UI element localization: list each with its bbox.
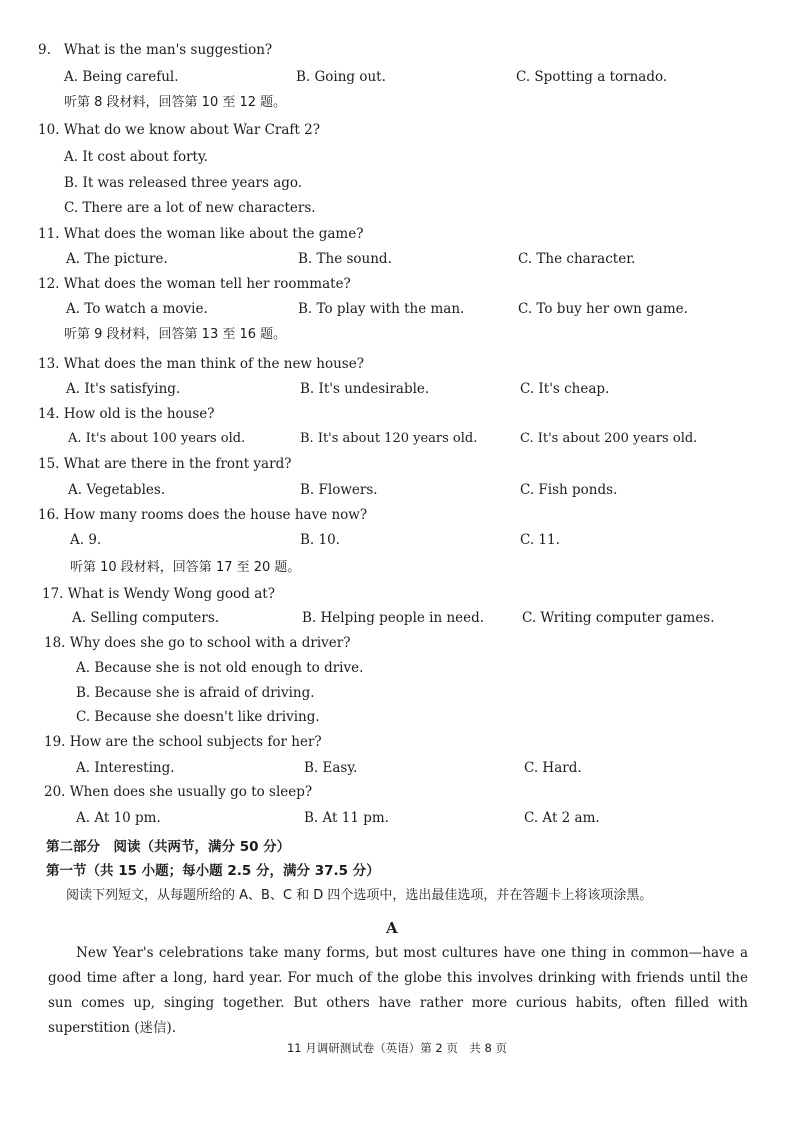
part-heading: 第二部分 阅读（共两节，满分 50 分） [46,839,291,855]
question-text: What does the woman like about the game? [63,226,364,242]
question-18 [44,634,350,652]
option-b: B. 10. [300,532,340,548]
question-11 [38,225,363,243]
question-16 [38,506,367,524]
option-a: A. To watch a movie. [66,301,208,317]
question-text: What is Wendy Wong good at? [67,586,275,602]
question-number: 17. [42,586,64,602]
section-instruction: 听第 9 段材料，回答第 13 至 16 题。 [64,327,287,342]
option-c: C. Spotting a tornado. [516,69,668,85]
option-a: A. Because she is not old enough to drive. [76,660,364,676]
option-a: A. Being careful. [64,69,179,85]
option-b: B. At 11 pm. [304,810,389,826]
question-number: 19. [44,734,66,750]
question-text: Why does she go to school with a driver? [69,635,351,651]
option-a: A. At 10 pm. [76,810,161,826]
question-text: What does the woman tell her roommate? [63,276,351,292]
question-number: 9. [38,42,51,58]
option-a: A. The picture. [66,251,168,267]
question-19 [44,733,322,751]
question-number: 18. [44,635,66,651]
option-c: C. It's about 200 years old. [520,431,698,446]
question-number: 10. [38,122,60,138]
question-text: What do we know about War Craft 2? [63,122,320,138]
section-instruction: 听第 8 段材料，回答第 10 至 12 题。 [64,95,287,110]
question-text: What is the man's suggestion? [63,42,273,58]
option-c: C. Writing computer games. [522,610,715,626]
reading-instruction: 阅读下列短文，从每题所给的 A、B、C 和 D 四个选项中，选出最佳选项，并在答题卡上将该项涂黑。 [66,888,653,903]
option-c: C. To buy her own game. [518,301,688,317]
option-b: B. It's undesirable. [300,381,430,397]
section-heading: 第一节（共 15 小题；每小题 2.5 分，满分 37.5 分） [46,863,380,879]
option-c: C. At 2 am. [524,810,600,826]
option-a: A. 9. [70,532,102,548]
question-text: When does she usually go to sleep? [69,784,313,800]
question-text: How are the school subjects for her? [69,734,322,750]
question-number: 13. [38,356,60,372]
question-12 [38,275,351,293]
option-b: B. Because she is afraid of driving. [76,685,315,701]
question-number: 20. [44,784,66,800]
option-c: C. It's cheap. [520,381,610,397]
option-b: B. Helping people in need. [302,610,485,626]
question-number: 16. [38,507,60,523]
option-b: B. It was released three years ago. [64,175,303,191]
option-c: C. The character. [518,251,636,267]
option-c: C. Because she doesn't like driving. [76,709,320,725]
option-b: B. Easy. [304,760,358,776]
passage-paragraph: New Year's celebrations take many forms, but most cultures have one thing in common—have a good time after a long, hard year. For much of the globe this involves drinking with friends until the sun comes up, singing together. But others have rather more curious habits, often filled with superstition (迷信). [48,945,748,1036]
option-c: C. There are a lot of new characters. [64,200,316,216]
option-b: B. The sound. [298,251,392,267]
question-text: How many rooms does the house have now? [63,507,368,523]
question-text: What does the man think of the new house? [63,356,364,372]
question-number: 15. [38,456,60,472]
question-9 [38,41,272,59]
option-a: A. It's satisfying. [66,381,181,397]
option-b: B. Flowers. [300,482,378,498]
section-instruction: 听第 10 段材料，回答第 17 至 20 题。 [70,560,301,575]
question-number: 12. [38,276,60,292]
option-c: C. Fish ponds. [520,482,618,498]
option-a: A. It cost about forty. [64,149,209,165]
passage-label: A [386,919,398,937]
question-text: What are there in the front yard? [63,456,292,472]
question-text: How old is the house? [63,406,215,422]
option-a: A. Selling computers. [72,610,220,626]
option-b: B. Going out. [296,69,386,85]
question-number: 11. [38,226,60,242]
question-10 [38,121,320,139]
option-b: B. It's about 120 years old. [300,431,478,446]
option-c: C. Hard. [524,760,582,776]
question-15 [38,455,291,473]
question-20 [44,783,312,801]
question-14 [38,405,215,423]
option-a: A. Vegetables. [68,482,166,498]
option-a: A. It's about 100 years old. [68,431,246,446]
option-a: A. Interesting. [76,760,175,776]
question-number: 14. [38,406,60,422]
question-17 [42,585,275,603]
option-b: B. To play with the man. [298,301,465,317]
page-footer: 11 月调研测试卷（英语）第 2 页 共 8 页 [286,1041,508,1055]
question-13 [38,355,364,373]
option-c: C. 11. [520,532,560,548]
